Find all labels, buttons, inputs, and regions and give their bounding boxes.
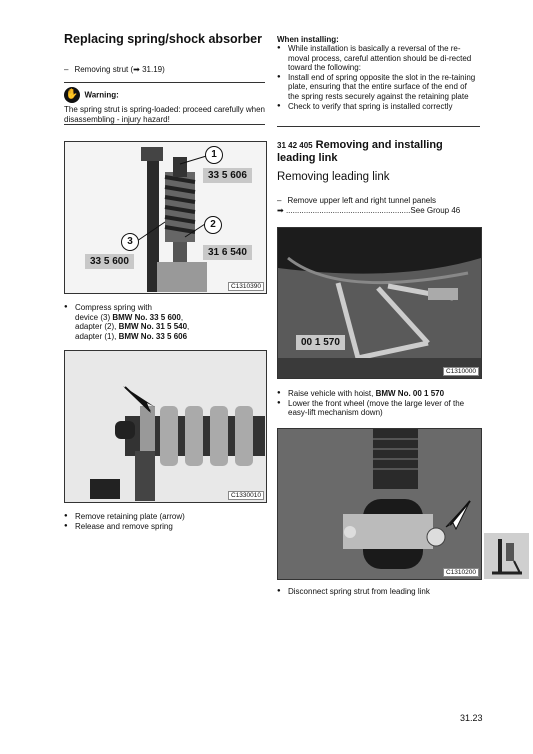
figure-caption: C1310200 (443, 568, 479, 577)
arrow-right-icon: ➡ (277, 205, 284, 215)
callout-1: 1 (205, 146, 223, 164)
list-item: ● Remove retaining plate (arrow) (64, 512, 265, 522)
callout-2: 2 (204, 216, 222, 234)
arrow-right-icon: ➡ (133, 65, 140, 74)
figure-caption: C1310000 (443, 367, 479, 376)
tool-label-33-5-600: 33 5 600 (85, 254, 134, 269)
subheading: Removing leading link (277, 171, 390, 183)
list-item: ● Install end of spring opposite the slot in the re-taining plate, ensuring that the entire surface of the end of the spring rests securely against the retaining plate (277, 73, 480, 102)
warning-text: The spring strut is spring-loaded: proceed carefully when disassembling - injury hazard! (64, 105, 265, 124)
figure-spring-compressor (64, 141, 267, 294)
list-item: ● Release and remove spring (64, 522, 265, 532)
raise-lower-steps (277, 389, 480, 418)
figure-caption: C1330010 (228, 491, 264, 500)
list-item: ● Lower the front wheel (move the large lever of the easy-lift mechanism down) (277, 399, 480, 418)
figure-leading-link (277, 227, 482, 379)
figure-caption: C1310390 (228, 282, 264, 291)
list-item: ● While installation is basically a reversal of the re-moval process, careful attention should be di-rected toward the following: (277, 44, 480, 73)
disconnect-step (277, 587, 480, 597)
tool-label-33-5-606: 33 5 606 (203, 168, 252, 183)
callout-3: 3 (121, 233, 139, 251)
remove-spring-steps (64, 512, 265, 531)
removing-strut-step: – Removing strut (➡ 31.19) (64, 65, 165, 74)
remove-panels-step: – Remove upper left and right tunnel panels ➡ ........................................................See Group 46 (277, 196, 461, 215)
when-installing-heading: When installing: (277, 35, 339, 44)
figure-retaining-plate (64, 350, 267, 503)
page-number: 31.23 (460, 713, 483, 723)
list-item: ● Disconnect spring strut from leading link (277, 587, 480, 597)
warning-hand-icon: ✋ (64, 87, 80, 103)
section-title: Replacing spring/shock absorber (64, 32, 262, 46)
tool-label-00-1-570: 00 1 570 (296, 335, 345, 350)
installation-notes (277, 44, 480, 111)
subsection-title: 31 42 405 Removing and installing leading link (277, 139, 443, 164)
list-item: ● Raise vehicle with hoist, BMW No. 00 1 570 (277, 389, 480, 399)
warning-label: Warning: (84, 90, 119, 100)
section-thumbnail-tab (484, 533, 529, 579)
figure-strut-bolt (277, 428, 482, 580)
list-item: ● Check to verify that spring is installed correctly (277, 102, 480, 112)
compress-instructions: ● Compress spring with device (3) BMW No. 33 5 600, adapter (2), BMW No. 31 5 540, adapter (1), BMW No. 33 5 606 (64, 303, 265, 341)
warning-block (64, 86, 265, 124)
tool-label-31-6-540: 31 6 540 (203, 245, 252, 260)
